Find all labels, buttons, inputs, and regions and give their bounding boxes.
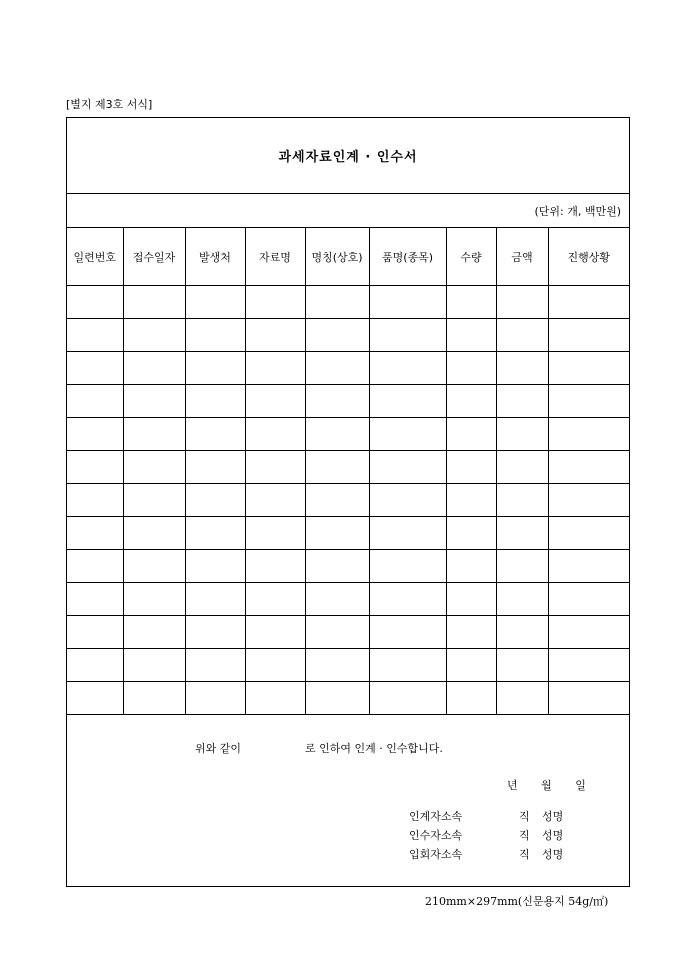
table-cell[interactable] (185, 286, 245, 319)
date-line (507, 777, 606, 793)
table-cell[interactable] (496, 319, 548, 352)
table-cell[interactable] (548, 385, 629, 418)
table-cell[interactable] (67, 550, 123, 583)
table-row (67, 352, 629, 385)
table-cell[interactable] (548, 451, 629, 484)
table-row (67, 682, 629, 715)
form-title: 과세자료인계 · 인수서 (278, 150, 418, 165)
table-cell[interactable] (123, 682, 185, 715)
table-cell[interactable] (185, 385, 245, 418)
table-cell[interactable] (446, 352, 496, 385)
table-cell[interactable] (496, 484, 548, 517)
table-cell[interactable] (245, 319, 305, 352)
table-cell[interactable] (369, 682, 446, 715)
unit-note: (단위: 개, 백만원) (534, 204, 621, 218)
table-cell[interactable] (245, 517, 305, 550)
table-cell[interactable] (67, 451, 123, 484)
table-cell[interactable] (245, 385, 305, 418)
col-material-name: 자료명 (245, 228, 305, 286)
table-cell[interactable] (496, 616, 548, 649)
table-cell[interactable] (446, 451, 496, 484)
table-cell[interactable] (369, 616, 446, 649)
table-cell[interactable] (305, 286, 369, 319)
table-cell[interactable] (446, 418, 496, 451)
signature-name: 성명 (542, 810, 564, 823)
table-cell[interactable] (185, 550, 245, 583)
table-cell[interactable] (446, 517, 496, 550)
table-row (67, 517, 629, 550)
table-cell[interactable] (67, 286, 123, 319)
table-cell[interactable] (446, 682, 496, 715)
table-cell[interactable] (245, 484, 305, 517)
table-cell[interactable] (305, 583, 369, 616)
table-row (67, 319, 629, 352)
table-cell[interactable] (496, 385, 548, 418)
table-cell[interactable] (67, 682, 123, 715)
table-cell[interactable] (185, 649, 245, 682)
table-cell[interactable] (305, 484, 369, 517)
table-row (67, 286, 629, 319)
table-cell[interactable] (369, 352, 446, 385)
table-cell[interactable] (185, 451, 245, 484)
table-cell[interactable] (305, 352, 369, 385)
table-cell[interactable] (245, 583, 305, 616)
declaration-part1: 위와 같이 (195, 742, 242, 755)
paper-size-note: 210mm×297mm(신문용지 54g/㎡) (425, 895, 609, 908)
table-cell[interactable] (369, 319, 446, 352)
table-cell[interactable] (123, 418, 185, 451)
table-cell[interactable] (369, 550, 446, 583)
table-cell[interactable] (67, 418, 123, 451)
table-cell[interactable] (245, 616, 305, 649)
table-cell[interactable] (369, 583, 446, 616)
table-cell[interactable] (123, 517, 185, 550)
col-item-name: 품명(종목) (369, 228, 446, 286)
table-row (67, 550, 629, 583)
table-cell[interactable] (185, 352, 245, 385)
table-cell[interactable] (245, 649, 305, 682)
table-cell[interactable] (548, 352, 629, 385)
table-cell[interactable] (305, 319, 369, 352)
table-cell[interactable] (185, 484, 245, 517)
table-cell[interactable] (67, 484, 123, 517)
table-cell[interactable] (548, 484, 629, 517)
table-cell[interactable] (446, 550, 496, 583)
table-cell[interactable] (305, 451, 369, 484)
signature-name: 성명 (542, 848, 564, 861)
signature-role: 인계자소속 (409, 810, 463, 823)
table-cell[interactable] (548, 682, 629, 715)
table-cell[interactable] (67, 517, 123, 550)
table-cell[interactable] (185, 319, 245, 352)
table-cell[interactable] (496, 352, 548, 385)
table-cell[interactable] (123, 484, 185, 517)
table-cell[interactable] (305, 616, 369, 649)
table-cell[interactable] (123, 550, 185, 583)
table-cell[interactable] (245, 286, 305, 319)
table-cell[interactable] (446, 385, 496, 418)
signature-role: 인수자소속 (409, 829, 463, 842)
table-cell[interactable] (123, 385, 185, 418)
title-area (67, 118, 629, 194)
form-number-label: [별지 제3호 서식] (66, 98, 153, 111)
table-cell[interactable] (548, 583, 629, 616)
table-row (67, 583, 629, 616)
col-quantity: 수량 (446, 228, 496, 286)
table-cell[interactable] (548, 550, 629, 583)
date-month: 월 (541, 779, 552, 792)
table-cell[interactable] (496, 583, 548, 616)
col-receipt-date: 접수일자 (123, 228, 185, 286)
table-cell[interactable] (369, 286, 446, 319)
table-row (67, 484, 629, 517)
date-year: 년 (507, 779, 518, 792)
table-cell[interactable] (548, 286, 629, 319)
table-cell[interactable] (185, 682, 245, 715)
signature-name: 성명 (542, 829, 564, 842)
table-cell[interactable] (496, 550, 548, 583)
table-cell[interactable] (67, 352, 123, 385)
table-cell[interactable] (245, 682, 305, 715)
table-cell[interactable] (496, 451, 548, 484)
table-cell[interactable] (369, 649, 446, 682)
header-row (67, 228, 629, 286)
table-cell[interactable] (496, 418, 548, 451)
table-row (67, 616, 629, 649)
date-day: 일 (575, 779, 586, 792)
table-cell[interactable] (245, 550, 305, 583)
table-cell[interactable] (185, 418, 245, 451)
table-cell[interactable] (305, 649, 369, 682)
table-cell[interactable] (548, 319, 629, 352)
table-cell[interactable] (496, 517, 548, 550)
col-amount: 금액 (496, 228, 548, 286)
table-cell[interactable] (245, 451, 305, 484)
table-cell[interactable] (496, 682, 548, 715)
table-cell[interactable] (67, 319, 123, 352)
table-cell[interactable] (305, 682, 369, 715)
table-cell[interactable] (548, 616, 629, 649)
table-cell[interactable] (123, 286, 185, 319)
table-cell[interactable] (369, 451, 446, 484)
signature-position: 직 (519, 829, 530, 842)
table-cell[interactable] (305, 385, 369, 418)
table-cell[interactable] (496, 649, 548, 682)
table-cell[interactable] (446, 484, 496, 517)
table-cell[interactable] (369, 484, 446, 517)
table-cell[interactable] (67, 385, 123, 418)
table-cell[interactable] (446, 319, 496, 352)
col-serial-number: 일련번호 (67, 228, 123, 286)
table-cell[interactable] (548, 517, 629, 550)
table-cell[interactable] (369, 385, 446, 418)
table-cell[interactable] (369, 418, 446, 451)
signature-role: 입회자소속 (409, 848, 463, 861)
table-cell[interactable] (305, 517, 369, 550)
col-progress: 진행상황 (548, 228, 629, 286)
unit-area (67, 194, 629, 228)
table-cell[interactable] (185, 583, 245, 616)
table-cell[interactable] (496, 286, 548, 319)
table-cell[interactable] (67, 649, 123, 682)
table-cell[interactable] (548, 649, 629, 682)
col-origin: 발생처 (185, 228, 245, 286)
table-cell[interactable] (123, 352, 185, 385)
table-cell[interactable] (185, 616, 245, 649)
footer-section (67, 711, 629, 886)
table-cell[interactable] (123, 583, 185, 616)
table-cell[interactable] (67, 583, 123, 616)
table-row (67, 451, 629, 484)
form-frame (66, 117, 630, 887)
table-cell[interactable] (446, 286, 496, 319)
table-cell[interactable] (123, 319, 185, 352)
table-cell[interactable] (548, 418, 629, 451)
table-cell[interactable] (67, 616, 123, 649)
table-row (67, 649, 629, 682)
table-cell[interactable] (123, 649, 185, 682)
table-row (67, 385, 629, 418)
table-cell[interactable] (369, 517, 446, 550)
table-cell[interactable] (123, 451, 185, 484)
declaration-part2: 로 인하여 인계 · 인수합니다. (305, 742, 443, 755)
signature-position: 직 (519, 810, 530, 823)
table-cell[interactable] (123, 616, 185, 649)
table-cell[interactable] (446, 649, 496, 682)
table-cell[interactable] (446, 583, 496, 616)
table-row (67, 418, 629, 451)
signature-position: 직 (519, 848, 530, 861)
table-cell[interactable] (446, 616, 496, 649)
col-company-name: 명칭(상호) (305, 228, 369, 286)
table-cell[interactable] (185, 517, 245, 550)
transfer-table (67, 228, 629, 715)
table-cell[interactable] (305, 418, 369, 451)
table-cell[interactable] (245, 418, 305, 451)
table-cell[interactable] (305, 550, 369, 583)
table-cell[interactable] (245, 352, 305, 385)
